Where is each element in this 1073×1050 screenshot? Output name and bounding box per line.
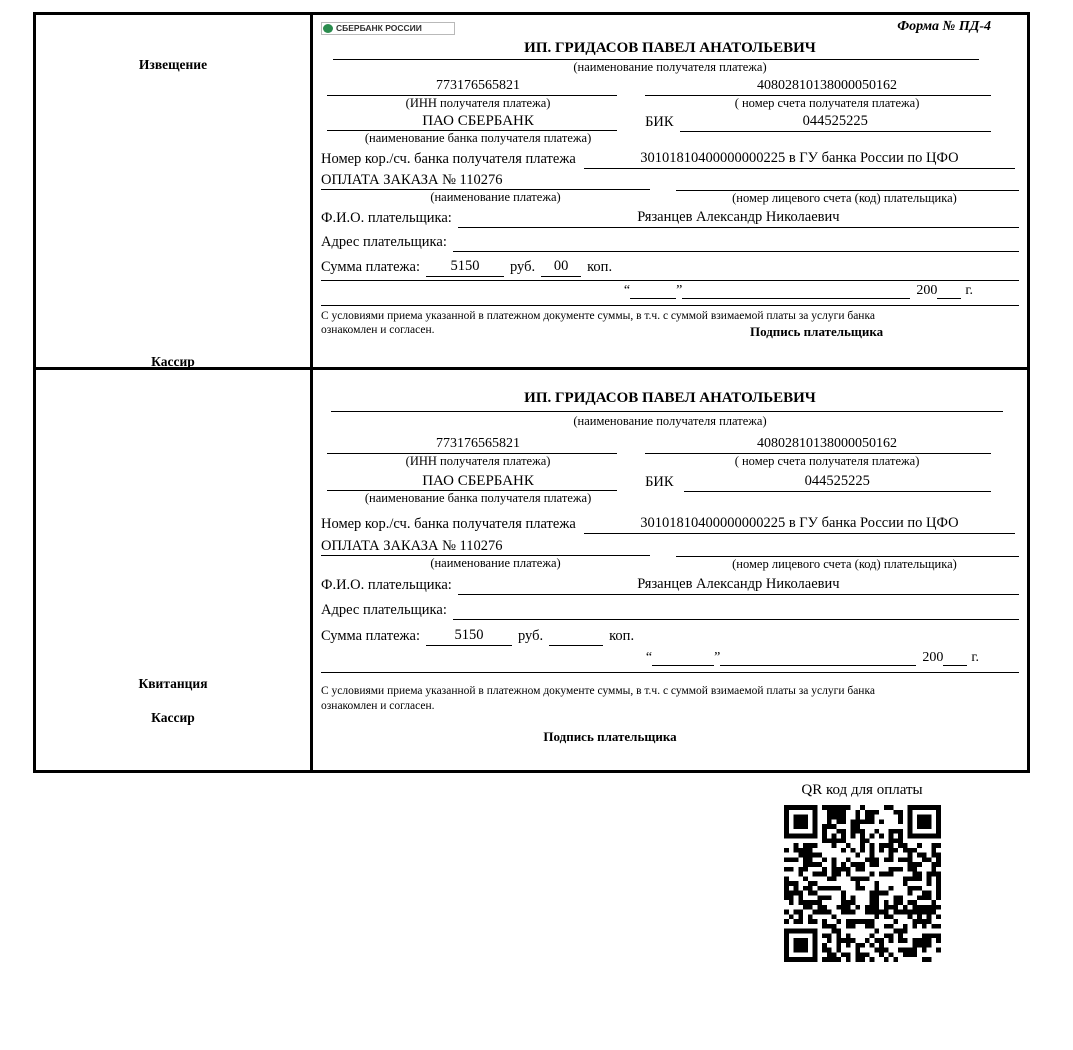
inn-caption-bottom: (ИНН получателя платежа) xyxy=(405,454,551,468)
bank-name-caption-bottom: (наименование банка получателя платежа) xyxy=(364,491,592,505)
payment-purpose-caption-bottom: (наименование платежа) xyxy=(430,556,561,570)
personal-account-caption-top: (номер лицевого счета (код) плательщика) xyxy=(732,191,957,205)
bank-name-cell-top xyxy=(321,112,635,146)
personal-account-cell-top xyxy=(670,172,1019,206)
payer-fio-label-bottom: Ф.И.О. плательщика: xyxy=(321,577,452,593)
kop-label-bottom: коп. xyxy=(609,628,635,644)
inn-value-bottom: 773176565821 xyxy=(436,436,521,451)
personal-account-value-bottom xyxy=(670,538,1019,556)
recipient-caption-bottom: (наименование получателя платежа) xyxy=(573,414,767,428)
bank-name-caption-top: (наименование банка получателя платежа) xyxy=(364,131,592,145)
notice-section xyxy=(36,15,1027,367)
sberbank-logo-text: СБЕРБАНК РОССИИ xyxy=(336,22,422,33)
personal-account-cell-bottom xyxy=(670,538,1019,572)
kop-label-top: коп. xyxy=(587,259,613,275)
payer-fio-value-bottom: Рязанцев Александр Николаевич xyxy=(458,575,1019,595)
notice-label: Извещение xyxy=(138,57,208,72)
payer-address-label-bottom: Адрес плательщика: xyxy=(321,602,447,618)
quote-open-bottom: “ xyxy=(645,650,653,665)
bank-name-value-top: ПАО СБЕРБАНК xyxy=(422,113,534,129)
payment-purpose-value-bottom: ОПЛАТА ЗАКАЗА № 110276 xyxy=(321,538,503,554)
receipt-left-column xyxy=(36,370,313,770)
corr-account-value-top: 30101810400000000225 в ГУ банка России по ЦФО xyxy=(584,149,1015,169)
conditions-line1-top: С условиями приема указанной в платежном документе суммы, в т.ч. с суммой взимаемой платы за услуги банка xyxy=(321,310,875,322)
amount-kop-top: 00 xyxy=(541,257,581,277)
day-value-bottom xyxy=(652,665,714,666)
bik-label-bottom: БИК xyxy=(645,474,674,490)
corr-account-label-bottom: Номер кор./сч. банка получателя платежа xyxy=(321,516,576,532)
personal-account-caption-bottom: (номер лицевого счета (код) плательщика) xyxy=(732,557,957,571)
inn-caption-top: (ИНН получателя платежа) xyxy=(405,96,551,110)
receipt-section xyxy=(36,367,1027,770)
quote-close-top: ” xyxy=(676,283,683,298)
inn-cell-top xyxy=(321,77,635,111)
year-suffix-top: г. xyxy=(965,283,973,298)
bik-cell-top xyxy=(635,112,1019,146)
account-cell-top xyxy=(635,77,1019,111)
logo-row xyxy=(321,19,1019,37)
bik-value-top: 044525225 xyxy=(680,112,991,132)
qr-block xyxy=(762,782,962,967)
bik-label-top: БИК xyxy=(645,114,674,130)
receipt-right-column xyxy=(313,370,1027,770)
payment-purpose-caption-top: (наименование платежа) xyxy=(430,190,561,204)
bik-value-bottom: 044525225 xyxy=(684,472,991,492)
amount-rub-top: 5150 xyxy=(426,257,504,277)
month-value-bottom xyxy=(720,665,916,666)
notice-right-column xyxy=(313,15,1027,367)
cashier-label-bottom: Кассир xyxy=(151,710,195,725)
account-value-bottom: 40802810138000050162 xyxy=(757,436,898,451)
inn-value-top: 773176565821 xyxy=(436,78,521,93)
year-label-bottom: 200 xyxy=(922,650,944,665)
payer-address-value-top xyxy=(453,234,1019,252)
day-value-top xyxy=(630,298,676,299)
amount-label-bottom: Сумма платежа: xyxy=(321,628,420,644)
rub-label-top: руб. xyxy=(510,259,536,275)
rub-label-bottom: руб. xyxy=(518,628,544,644)
payer-signature-bottom: Подпись плательщика xyxy=(543,729,677,744)
date-row-bottom xyxy=(321,650,1019,666)
sberbank-logo-icon xyxy=(321,22,455,35)
year-suffix-bottom: г. xyxy=(971,650,979,665)
year-label-top: 200 xyxy=(916,283,938,298)
payer-address-value-bottom xyxy=(453,602,1019,620)
personal-account-value-top xyxy=(670,172,1019,190)
amount-rub-bottom: 5150 xyxy=(426,626,512,646)
qr-title: QR код для оплаты xyxy=(801,782,923,798)
corr-account-value-bottom: 30101810400000000225 в ГУ банка России по ЦФО xyxy=(584,514,1015,534)
payment-purpose-value-top: ОПЛАТА ЗАКАЗА № 110276 xyxy=(321,172,503,188)
recipient-name-bottom: ИП. ГРИДАСОВ ПАВЕЛ АНАТОЛЬЕВИЧ xyxy=(524,390,816,406)
account-caption-top: ( номер счета получателя платежа) xyxy=(734,96,920,110)
payment-purpose-cell-bottom xyxy=(321,538,670,572)
corr-account-label-top: Номер кор./сч. банка получателя платежа xyxy=(321,151,576,167)
bik-cell-bottom xyxy=(635,472,1019,506)
quote-open-top: “ xyxy=(623,283,631,298)
conditions-line2-bottom: ознакомлен и согласен. xyxy=(321,699,435,712)
conditions-line2-top: ознакомлен и согласен. xyxy=(321,323,435,336)
amount-kop-bottom xyxy=(549,645,603,646)
month-value-top xyxy=(682,298,910,299)
date-row-top xyxy=(321,283,1019,299)
bank-name-value-bottom: ПАО СБЕРБАНК xyxy=(422,473,534,489)
payment-form xyxy=(33,12,1030,773)
cashier-label-top: Кассир xyxy=(151,354,195,369)
payer-fio-label-top: Ф.И.О. плательщика: xyxy=(321,210,452,226)
account-caption-bottom: ( номер счета получателя платежа) xyxy=(734,454,920,468)
notice-left-column xyxy=(36,15,313,367)
payer-address-label-top: Адрес плательщика: xyxy=(321,234,447,250)
bank-name-cell-bottom xyxy=(321,472,635,506)
qr-code-image xyxy=(784,805,941,962)
receipt-label: Квитанция xyxy=(138,676,208,691)
recipient-caption-top: (наименование получателя платежа) xyxy=(573,60,767,74)
amount-label-top: Сумма платежа: xyxy=(321,259,420,275)
account-cell-bottom xyxy=(635,435,1019,469)
inn-cell-bottom xyxy=(321,435,635,469)
payer-signature-top: Подпись плательщика xyxy=(749,323,884,339)
quote-close-bottom: ” xyxy=(714,650,721,665)
payment-purpose-cell-top xyxy=(321,172,670,206)
form-number: Форма № ПД-4 xyxy=(897,19,991,34)
conditions-line1-bottom: С условиями приема указанной в платежном документе суммы, в т.ч. с суммой взимаемой платы за услуги банка xyxy=(321,685,875,697)
payer-fio-value-top: Рязанцев Александр Николаевич xyxy=(458,208,1019,228)
account-value-top: 40802810138000050162 xyxy=(757,78,898,93)
recipient-name-top: ИП. ГРИДАСОВ ПАВЕЛ АНАТОЛЬЕВИЧ xyxy=(524,40,816,56)
